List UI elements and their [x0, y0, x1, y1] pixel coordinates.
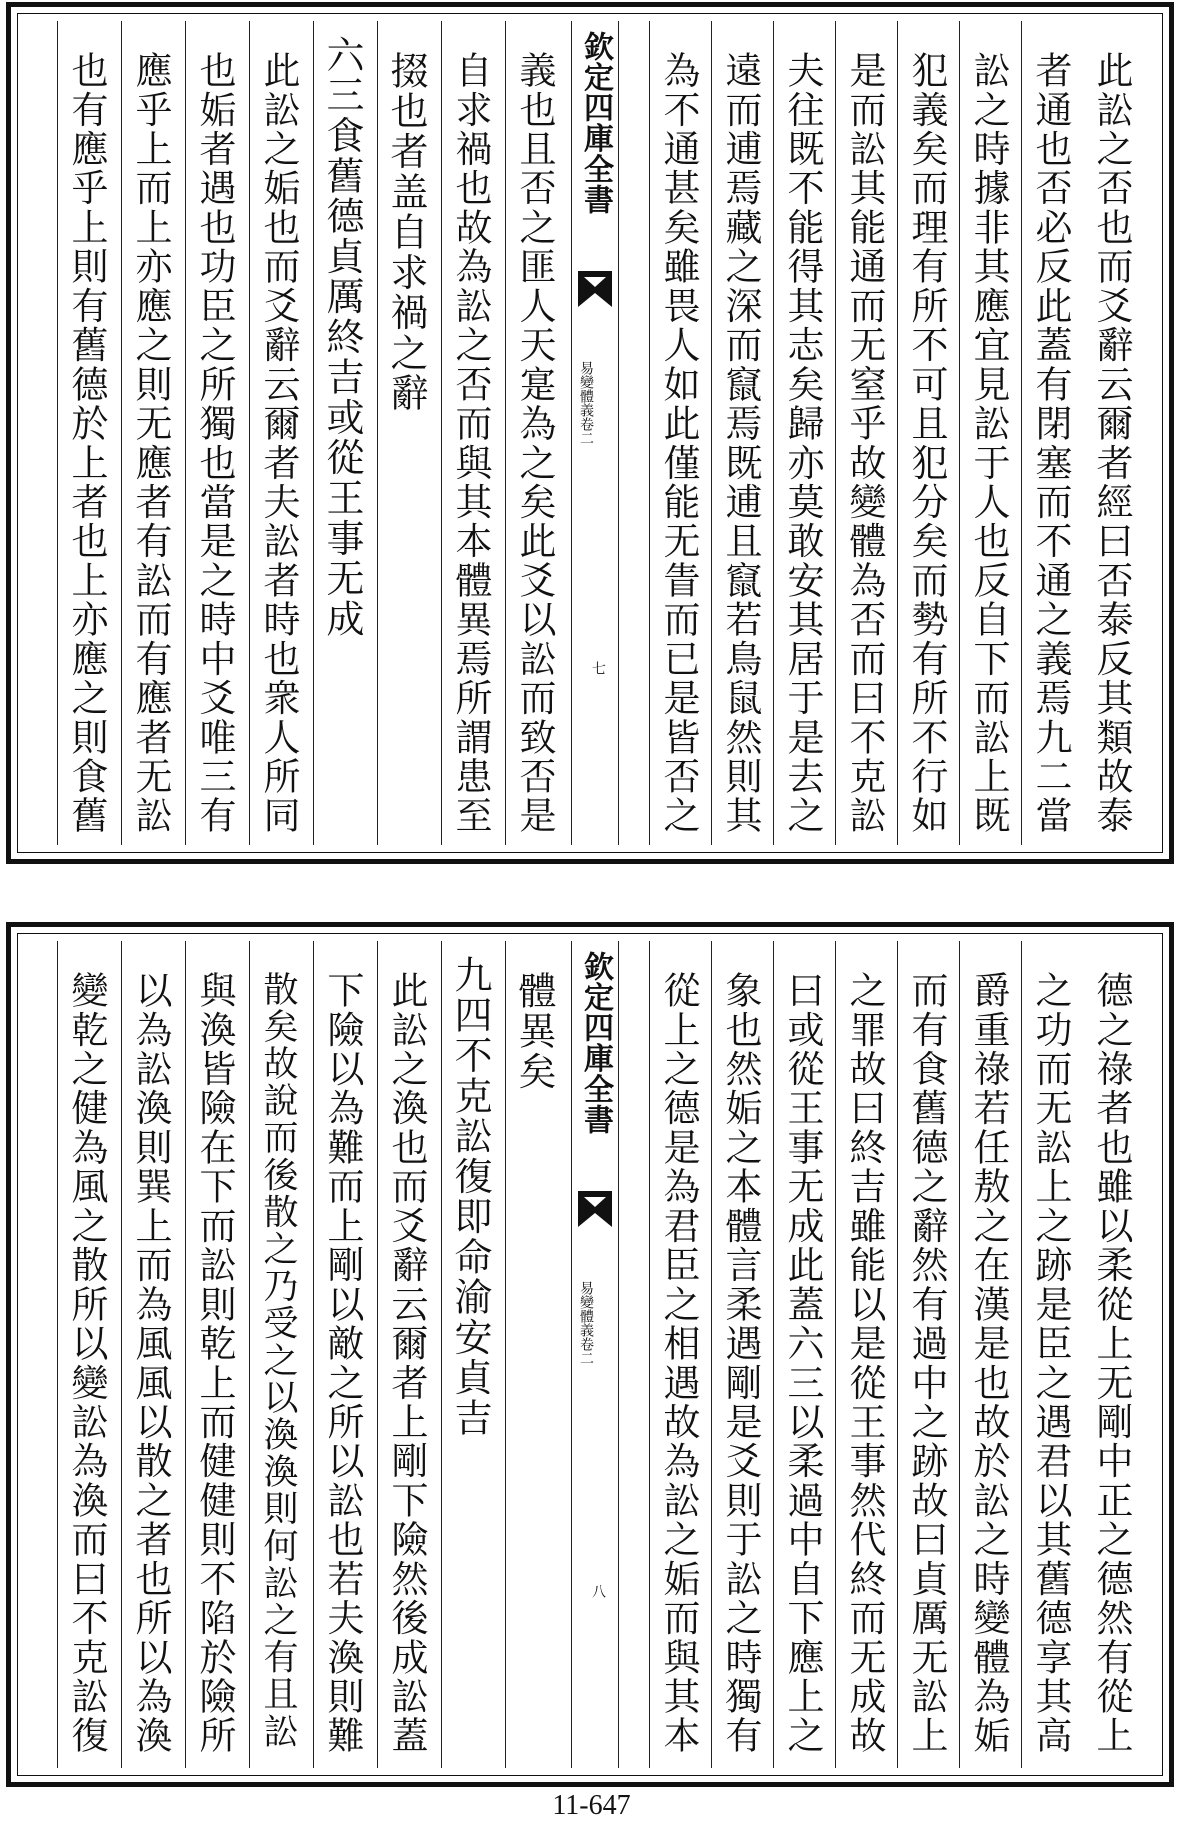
column-text: 此訟之否也而爻辭云爾者經曰否泰反其類故泰 — [1090, 51, 1133, 836]
column-text: 而有食舊德之辭然有過中之跡故曰貞厲无訟上 — [905, 971, 948, 1756]
margin-title: 欽定四庫全書 — [578, 31, 613, 215]
column-text: 為不通甚矣雖畏人如此僅能无眚而已是皆否之 — [657, 51, 700, 836]
column-text: 德之祿者也雖以柔從上无剛中正之德然有從上 — [1090, 971, 1133, 1756]
margin-title: 欽定四庫全書 — [578, 951, 613, 1135]
text-column — [249, 941, 305, 1768]
text-column — [1021, 941, 1077, 1768]
text-column — [505, 941, 561, 1768]
text-column — [121, 941, 177, 1768]
text-column — [57, 941, 113, 1768]
column-text: 曰或從王事无成此蓋六三以柔過中自下應上之 — [781, 971, 824, 1756]
hexagram-line-heading — [313, 21, 369, 845]
text-column — [959, 21, 1015, 845]
column-text: 爵重祿若任敖之在漢是也故於訟之時變體為姤 — [967, 971, 1010, 1756]
text-column — [313, 941, 369, 1768]
text-column — [897, 941, 953, 1768]
text-column — [897, 21, 953, 845]
center-margin — [571, 941, 619, 1768]
margin-page-number: 八 — [590, 1584, 606, 1598]
text-column — [185, 941, 241, 1768]
text-column — [505, 21, 561, 845]
text-column — [1083, 21, 1139, 845]
text-column — [773, 941, 829, 1768]
text-column — [377, 21, 433, 845]
column-text: 之功而无訟上之跡是臣之遇君以其舊德享其高 — [1029, 971, 1072, 1756]
column-text: 自求禍也故為訟之否而與其本體異焉所謂患至 — [449, 51, 492, 836]
text-column — [711, 941, 767, 1768]
text-column — [1083, 941, 1139, 1768]
margin-book-name — [578, 361, 594, 471]
column-text: 也有應乎上則有舊德於上者也上亦應之則食舊 — [65, 51, 108, 836]
text-column — [377, 941, 433, 1768]
margin-volume: 卷二 — [578, 1337, 594, 1365]
text-column — [121, 21, 177, 845]
margin-volume: 卷二 — [578, 417, 594, 445]
column-text: 者通也否必反此蓋有閉塞而不通之義焉九二當 — [1029, 51, 1072, 836]
text-column — [711, 21, 767, 845]
hexagram-line-heading — [441, 941, 497, 1768]
column-text: 體異矣 — [512, 971, 556, 1092]
fishtail-mark-icon — [578, 271, 612, 307]
column-text: 九四不克訟復即命渝安貞吉 — [448, 955, 492, 1439]
column-text: 遠而逋焉藏之深而竄焉既逋且竄若鳥鼠然則其 — [719, 51, 762, 836]
column-text: 變乾之健為風之散所以變訟為渙而曰不克訟復 — [65, 971, 108, 1756]
column-text: 此訟之渙也而爻辭云爾者上剛下險然後成訟蓋 — [385, 971, 428, 1756]
column-text: 是而訟其能通而无窒乎故變體為否而曰不克訟 — [843, 51, 886, 836]
margin-page-number: 七 — [590, 661, 606, 675]
text-column — [835, 941, 891, 1768]
column-text: 也姤者遇也功臣之所獨也當是之時中爻唯三有 — [193, 51, 236, 836]
column-text: 義也且否之匪人天寔為之矣此爻以訟而致否是 — [513, 51, 556, 836]
text-column — [185, 21, 241, 845]
fishtail-mark-icon — [578, 1191, 612, 1227]
column-text: 下險以為難而上剛以敵之所以訟也若夫渙則難 — [321, 971, 364, 1756]
margin-book-title: 易變體義 — [578, 361, 594, 417]
text-column — [959, 941, 1015, 1768]
column-text: 此訟之姤也而爻辭云爾者夫訟者時也衆人所同 — [257, 51, 300, 836]
column-text: 散矣故說而後散之乃受之以渙渙則何訟之有且訟 — [258, 971, 298, 1751]
column-text: 六三食舊德貞厲終吉或從王事无成 — [320, 35, 364, 640]
column-text: 之罪故曰終吉雖能以是從王事然代終而无成故 — [843, 971, 886, 1756]
text-column — [1021, 21, 1077, 845]
text-column — [649, 21, 705, 845]
text-column — [773, 21, 829, 845]
column-text: 應乎上而上亦應之則无應者有訟而有應者无訟 — [129, 51, 172, 836]
top-page — [6, 2, 1174, 864]
column-text: 以為訟渙則巽上而為風風以散之者也所以為渙 — [129, 971, 172, 1756]
column-text: 夫往既不能得其志矣歸亦莫敢安其居于是去之 — [781, 51, 824, 836]
column-text: 掇也者盖自求禍之辭 — [384, 51, 428, 414]
page-footer-label: 11-647 — [552, 1790, 631, 1821]
text-column — [249, 21, 305, 845]
margin-book-title: 易變體義 — [578, 1281, 594, 1337]
column-text: 犯義矣而理有所不可且犯分矣而勢有所不行如 — [905, 51, 948, 836]
text-column — [441, 21, 497, 845]
margin-book-name — [578, 1281, 594, 1391]
column-text: 象也然姤之本體言柔遇剛是爻則于訟之時獨有 — [719, 971, 762, 1756]
column-text: 從上之德是為君臣之相遇故為訟之姤而與其本 — [657, 971, 700, 1756]
column-text: 訟之時據非其應宜見訟于人也反自下而訟上既 — [967, 51, 1010, 836]
center-margin — [571, 21, 619, 845]
bottom-page — [6, 922, 1174, 1787]
text-column — [649, 941, 705, 1768]
text-column — [835, 21, 891, 845]
column-text: 與渙皆險在下而訟則乾上而健健則不陷於險所 — [193, 971, 236, 1756]
text-column — [57, 21, 113, 845]
